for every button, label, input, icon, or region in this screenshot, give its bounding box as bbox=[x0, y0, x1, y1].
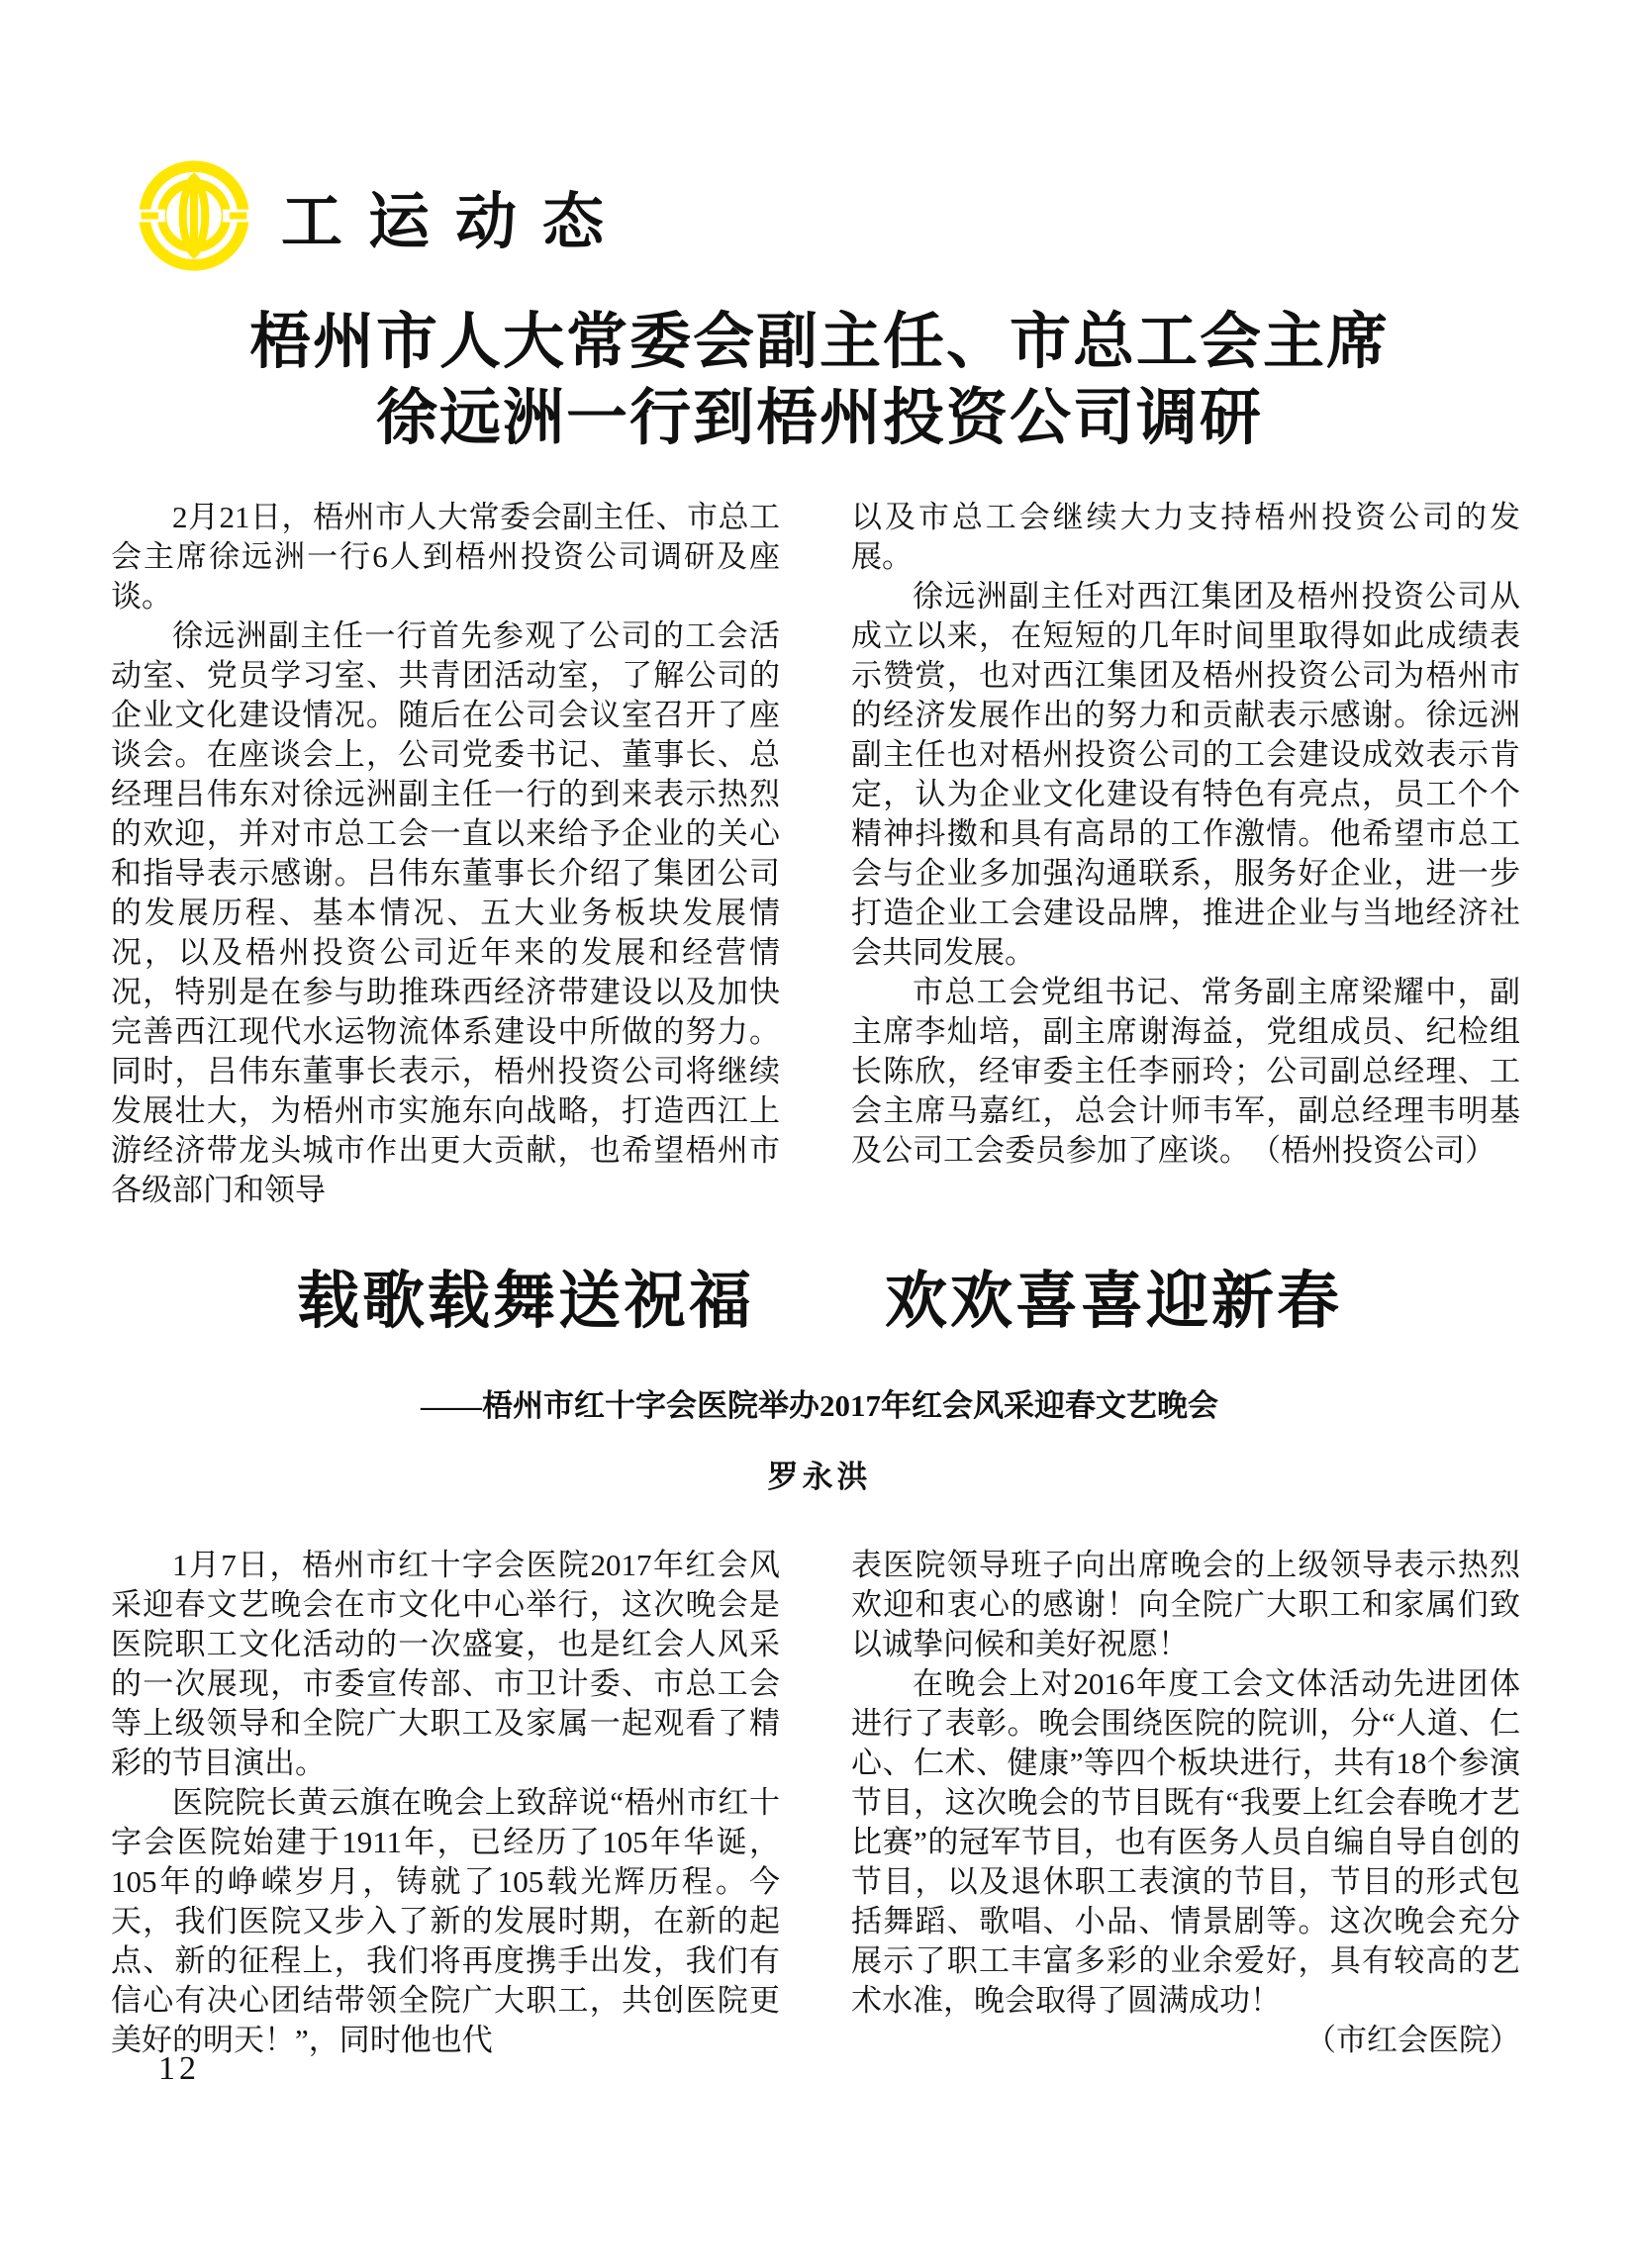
article1-title-line1: 梧州市人大常委会副主任、市总工会主席 bbox=[248, 309, 1390, 376]
section-title: 工运动态 bbox=[281, 189, 630, 256]
paragraph: 徐远洲副主任对西江集团及梧州投资公司从成立以来，在短短的几年时间里取得如此成绩表示赞赏，也对西江集团及梧州投资公司为梧州市的经济发展作出的努力和贡献表示感谢。徐远洲副主任也对梧州投资公司的工会建设成效表示肯定，认为企业文化建设有特色有亮点，员工个个精神抖擞和具有高昂的工作激情。他希望市总工会与企业多加强沟通联系，服务好企业，进一步打造企业工会建设品牌，推进企业与当地经济社会共同发展。 bbox=[851, 579, 1520, 970]
paragraph: 市总工会党组书记、常务副主席梁耀中，副主席李灿培，副主席谢海益，党组成员、纪检组长陈欣，经审委主任李丽玲；公司副总经理、工会主席马嘉红，总会计师韦军，副总经理韦明基及公司工会委员参加了座谈。 （梧州投资公司） bbox=[851, 975, 1520, 1168]
page-number: 12 bbox=[158, 2050, 200, 2087]
paragraph: 表医院领导班子向出席晚会的上级领导表示热烈欢迎和衷心的感谢！向全院广大职工和家属们致以诚挚问候和美好祝愿！ bbox=[851, 1548, 1520, 1661]
article1-title bbox=[0, 305, 1639, 457]
article1-title-line2: 徐远洲一行到梧州投资公司调研 bbox=[375, 385, 1263, 452]
paragraph: 徐远洲副主任一行首先参观了公司的工会活动室、党员学习室、共青团活动室，了解公司的企业文化建设情况。随后在公司会议室召开了座谈会。在座谈会上，公司党委书记、董事长、总经理吕伟东对徐远洲副主任一行的到来表示热烈的欢迎，并对市总工会一直以来给予企业的关心和指导表示感谢。吕伟东董事长介绍了集团公司的发展历程、基本情况、五大业务板块发展情况，以及梧州投资公司近年来的发展和经营情况，特别是在参与助推珠西经济带建设以及加快完善西江现代水运物流体系建设中所做的努力。同时，吕伟东董事长表示，梧州投资公司将继续发展壮大，为梧州市实施东向战略，打造西江上游经济带龙头城市作出更大贡献，也希望梧州市各级部门和领导 bbox=[111, 618, 780, 1207]
paragraph: 2月21日，梧州市人大常委会副主任、市总工会主席徐远洲一行6人到梧州投资公司调研及座谈。 bbox=[111, 500, 780, 614]
article2-right-column bbox=[851, 1546, 1520, 2060]
paragraph: 1月7日，梧州市红十字会医院2017年红会风采迎春文艺晚会在市文化中心举行，这次晚会是医院职工文化活动的一次盛宴，也是红会人风采的一次展现，市委宣传部、市卫计委、市总工会等上级领导和全院广大职工及家属一起观看了精彩的节目演出。 bbox=[111, 1548, 780, 1780]
article1-body bbox=[111, 498, 1520, 1210]
article2-author: 罗永洪 bbox=[767, 1460, 872, 1494]
article1-right-column bbox=[851, 498, 1520, 1210]
paragraph: 医院院长黄云旗在晚会上致辞说“梧州市红十字会医院始建于1911年，已经历了105年华诞，105年的峥嵘岁月，铸就了105载光辉历程。今天，我们医院又步入了新的发展时期，在新的起点、新的征程上，我们将再度携手出发，我们有信心有决心团结带领全院广大职工，共创医院更美好的明天！”，同时他也代 bbox=[111, 1785, 780, 2057]
article2-body bbox=[111, 1546, 1520, 2060]
article1-left-column bbox=[111, 498, 780, 1210]
paragraph: 以及市总工会继续大力支持梧州投资公司的发展。 bbox=[851, 500, 1520, 574]
article2-subtitle: ——梧州市红十字会医院举办2017年红会风采迎春文艺晚会 bbox=[421, 1388, 1218, 1423]
paragraph: 在晚会上对2016年度工会文体活动先进团体进行了表彰。晚会围绕医院的院训，分“人道、仁心、仁术、健康”等四个板块进行，共有18个参演节目，这次晚会的节目既有“我要上红会春晚才艺比赛”的冠军节目，也有医务人员自编自导自创的节目，以及退休职工表演的节目，节目的形式包括舞蹈、歌唱、小品、情景剧等。这次晚会充分展示了职工丰富多彩的业余爱好，具有较高的艺术水准，晚会取得了圆满成功！ bbox=[851, 1666, 1520, 2018]
paragraph: （市红会医院） bbox=[1305, 2023, 1520, 2057]
article2-title: 载歌载舞送祝福 欢欢喜喜迎新春 bbox=[297, 1267, 1342, 1336]
article2-left-column bbox=[111, 1546, 780, 2060]
trade-union-logo-icon bbox=[137, 158, 251, 273]
section-masthead bbox=[137, 158, 629, 273]
